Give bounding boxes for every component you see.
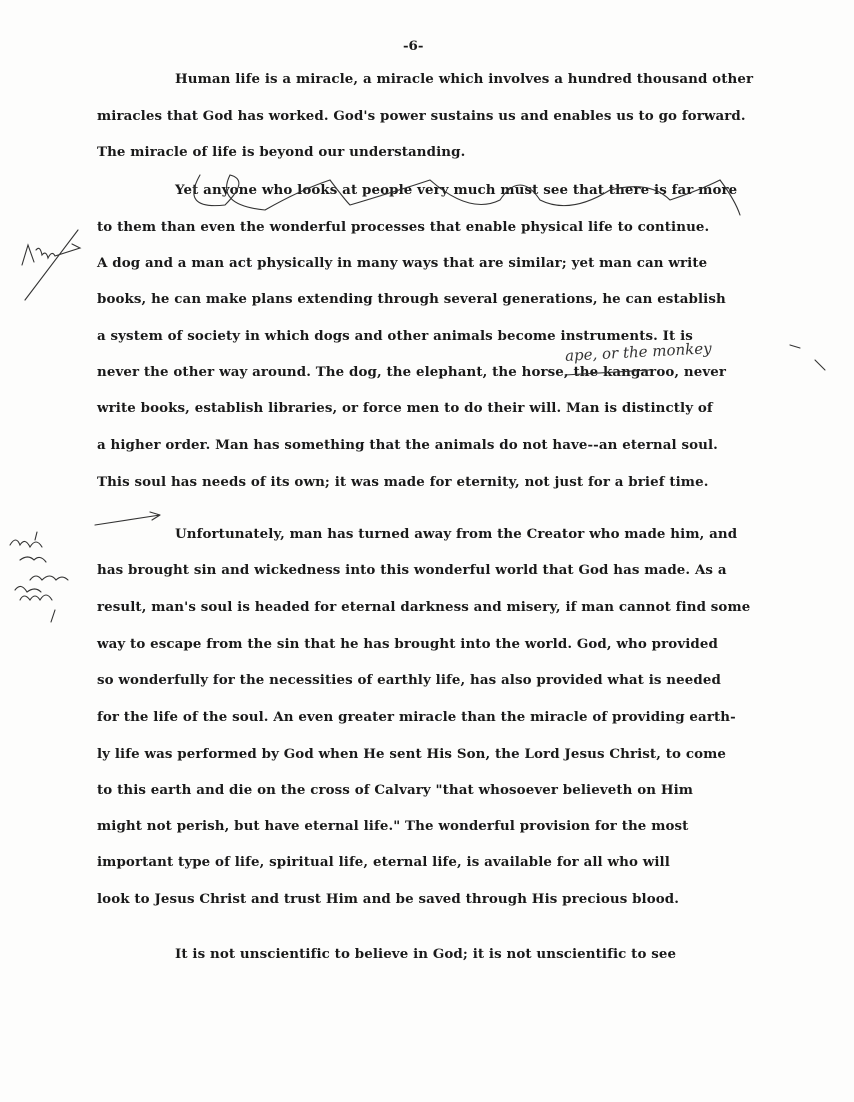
text-line: to this earth and die on the cross of Calvary "that whosoever believeth on Him bbox=[97, 782, 694, 798]
text-line: write books, establish libraries, or force men to do their will. Man is distinctly of bbox=[97, 400, 713, 416]
text-line: important type of life, spiritual life, eternal life, is available for all who will bbox=[97, 854, 670, 870]
arrow-mark bbox=[95, 512, 160, 525]
text-line: result, man's soul is headed for eternal darkness and misery, if man cannot find some bbox=[97, 599, 751, 615]
text-line: a system of society in which dogs and other animals become instruments. It is bbox=[97, 328, 693, 344]
margin-signature-mark bbox=[22, 230, 80, 300]
page-number: -6- bbox=[403, 38, 424, 54]
text-line: This soul has needs of its own; it was made for eternity, not just for a brief time. bbox=[97, 474, 709, 490]
text-line: might not perish, but have eternal life." The wonderful provision for the most bbox=[97, 818, 689, 834]
text-line: so wonderfully for the necessities of earthly life, has also provided what is needed bbox=[97, 672, 721, 688]
text-line: Yet anyone who looks at people very much must see that there is far more bbox=[175, 182, 738, 198]
right-margin-mark bbox=[790, 345, 825, 370]
text-line: look to Jesus Christ and trust Him and be saved through His precious blood. bbox=[97, 891, 680, 907]
margin-note-scribble bbox=[10, 532, 68, 622]
text-line: to them than even the wonderful processes that enable physical life to continue. bbox=[97, 219, 710, 235]
text-line: a higher order. Man has something that the animals do not have--an eternal soul. bbox=[97, 437, 718, 453]
text-line: Human life is a miracle, a miracle which involves a hundred thousand other bbox=[175, 71, 754, 87]
text-line: books, he can make plans extending through several generations, he can establish bbox=[97, 291, 726, 307]
text-line: It is not unscientific to believe in God; it is not unscientific to see bbox=[175, 946, 677, 962]
text-line: has brought sin and wickedness into this wonderful world that God has made. As a bbox=[97, 562, 727, 578]
text-line: The miracle of life is beyond our understanding. bbox=[97, 144, 466, 160]
text-line: A dog and a man act physically in many ways that are similar; yet man can write bbox=[97, 255, 708, 271]
text-line: Unfortunately, man has turned away from the Creator who made him, and bbox=[175, 526, 738, 542]
text-line: never the other way around. The dog, the elephant, the horse, the kangaroo, never bbox=[97, 364, 727, 380]
text-line: way to escape from the sin that he has brought into the world. God, who provided bbox=[97, 636, 718, 652]
text-line: for the life of the soul. An even greater miracle than the miracle of providing earth- bbox=[97, 709, 736, 725]
text-line: ly life was performed by God when He sent His Son, the Lord Jesus Christ, to come bbox=[97, 746, 726, 762]
handwritten-insert: ape, or the monkey bbox=[564, 339, 712, 365]
text-line: miracles that God has worked. God's power sustains us and enables us to go forward. bbox=[97, 108, 746, 124]
